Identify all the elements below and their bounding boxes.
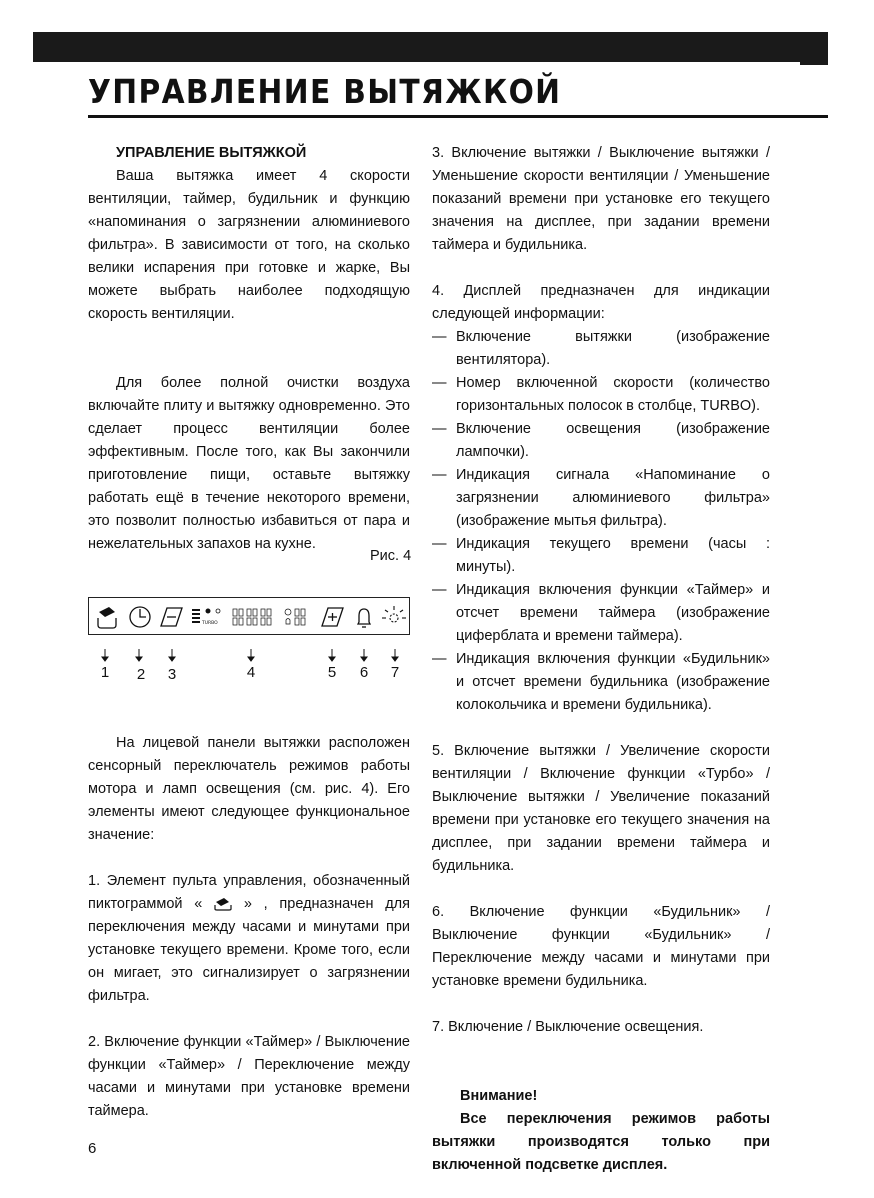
speed-bars: [192, 609, 200, 623]
intro-paragraph: Ваша вытяжка имеет 4 скорости вентиляции, таймер, будильник и функцию «напоминания о загрязнении алюминиевого фильтра». В зависимости от того, на сколько велики испарения при готовке и жарке, Вы можете выбрать наиболее подходящую скорость вентиляции.: [88, 168, 410, 322]
filter-pictogram-icon: [214, 897, 232, 911]
item-2: 2. Включение функции «Таймер» / Выключение функции «Таймер» / Переключение между часами и минутами при установке времени таймера.: [88, 1034, 410, 1119]
item-5: 5. Включение вытяжки / Увеличение скорости вентиляции / Включение функции «Турбо» / Выключение вытяжки / Увеличение показаний времени при установке его текущего значения на дисплее, при задании времени таймера и будильника.: [432, 743, 770, 874]
left-column-lower: [88, 732, 410, 1123]
left-column: [88, 142, 410, 556]
list-item: — Включение вытяжки (изображение вентилятора).: [432, 329, 770, 368]
list-item: — Индикация включения функции «Будильник» и отсчет времени будильника (изображение колокольчика и времени будильника).: [432, 651, 770, 713]
item-4: 4. Дисплей предназначен для индикации следующей информации:: [432, 283, 770, 322]
alarm-bell-icon: [358, 609, 370, 627]
page-number: 6: [88, 1140, 97, 1157]
attention-text: Все переключения режимов работы вытяжки производятся только при включенной подсветке дисплея.: [432, 1111, 770, 1173]
figure-label: 7: [390, 664, 400, 681]
display-digits: [233, 609, 305, 625]
figure-label: 5: [327, 664, 337, 681]
page-title: УПРАВЛЕНИЕ ВЫТЯЖКОЙ: [88, 72, 562, 111]
title-rule: [88, 115, 828, 118]
display-panel: [192, 609, 305, 627]
item-7: 7. Включение / Выключение освещения.: [432, 1019, 704, 1035]
header-bar: [33, 32, 828, 62]
turbo-label: TURBO: [202, 621, 218, 626]
figure-label: 6: [359, 664, 369, 681]
attention-title: Внимание!: [460, 1088, 538, 1104]
item-3: 3. Включение вытяжки / Выключение вытяжки / Уменьшение скорости вентиляции / Уменьшение показаний времени при установке его текущего значения на дисплее, при задании времени таймера и будильника.: [432, 145, 770, 253]
list-item: — Номер включенной скорости (количество горизонтальных полосок в столбце, TURBO).: [432, 375, 770, 414]
light-icon: [382, 606, 406, 622]
panel-paragraph: На лицевой панели вытяжки расположен сенсорный переключатель режимов работы мотора и ламп освещения (см. рис. 4). Его элементы имеют следующее функциональное значение:: [88, 735, 410, 843]
fan-icon: [206, 609, 211, 614]
figure-label: 1: [100, 664, 110, 681]
item-1-text-b: » , предназначен для переключения между часами и минутами при установке текущего времени. Кроме того, если он мигает, это сигнализирует о загрязнении фильтра.: [88, 896, 410, 1004]
item-1-text-a: 1. Элемент пульта управления, обозначенный пиктограммой «: [88, 873, 410, 912]
list-item: — Индикация сигнала «Напоминание о загрязнении алюминиевого фильтра» (изображение мытья фильтра).: [432, 467, 770, 529]
item-6: 6. Включение функции «Будильник» / Выключение функции «Будильник» / Переключение между часами и минутами при установке времени будильника.: [432, 904, 770, 989]
list-item: — Индикация текущего времени (часы : минуты).: [432, 536, 770, 575]
figure-label: 2: [136, 666, 146, 683]
display-info-list: [432, 326, 770, 717]
timer-clock-icon: [130, 607, 150, 627]
item-1: [88, 870, 410, 1008]
figure-caption: Рис. 4: [370, 548, 412, 564]
list-item: — Индикация включения функции «Таймер» и отсчет времени таймера (изображение циферблата и времени таймера).: [432, 582, 770, 644]
advice-paragraph: Для более полной очистки воздуха включайте плиту и вытяжку одновременно. Это сделает процесс вентиляции более эффективным. После того, как Вы закончили приготовление пищи, оставьте вытяжку работать ещё в течение некоторого времени, это позволит полностью избавиться от пара и нежелательных запахов на кухне.: [88, 375, 410, 552]
plus-button-icon: [322, 608, 343, 626]
lamp-icon: [216, 609, 220, 613]
header-bar-notch: [800, 62, 828, 65]
right-column: [432, 142, 770, 1177]
minus-button-icon: [161, 608, 182, 626]
control-panel-figure: [88, 597, 410, 635]
figure-label: 4: [246, 664, 256, 681]
filter-icon: [98, 607, 116, 628]
section-heading: УПРАВЛЕНИЕ ВЫТЯЖКОЙ: [116, 145, 307, 161]
list-item: — Включение освещения (изображение лампочки).: [432, 421, 770, 460]
figure-label: 3: [167, 666, 177, 683]
